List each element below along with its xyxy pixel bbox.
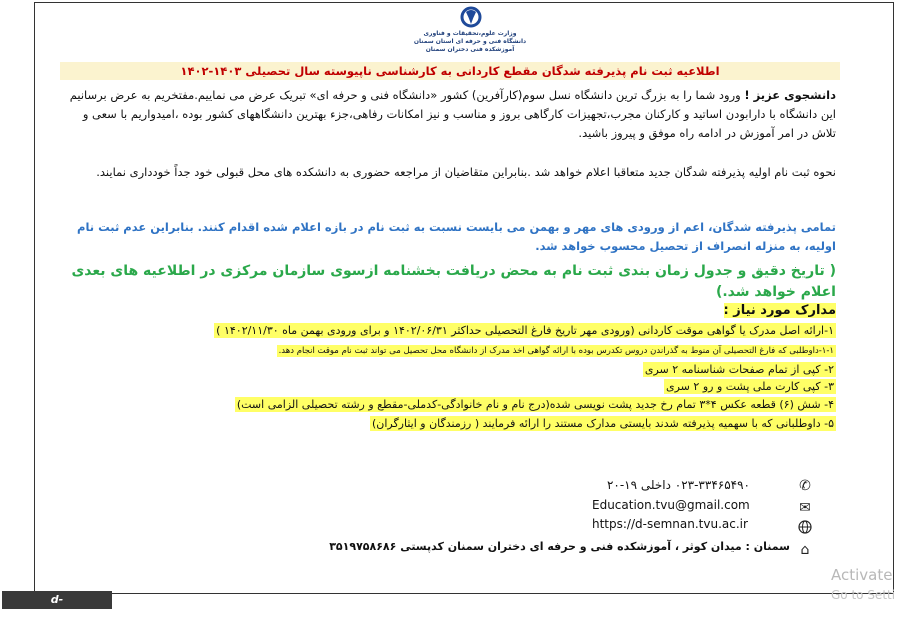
contact-website[interactable]: https://d-semnan.tvu.ac.ir <box>592 517 748 531</box>
org-line-college: آموزشکده فنی دختران سمنان <box>425 46 515 53</box>
doc-item-1: ۱-ارائه اصل مدرک یا گواهی موقت کاردانی (ورودی مهر تاریخ فارغ التحصیلی حداکثر ۱۴۰۲/۰۶/۳۱ و برای ورودی بهمن ماه ۱۴۰۲/۱۱/۳۰ ) <box>216 324 834 337</box>
welcome-paragraph <box>56 86 836 143</box>
phone-icon: ✆ <box>799 478 811 494</box>
welcome-text: ورود شما را به بزرگ ترین دانشگاه نسل سوم(کارآفرین) کشور «دانشگاه فنی و حرفه ای» تبریک عرض می نماییم.مفتخریم به عرض برسانیم این دانشگاه با دارابودن اساتید و کارکنان مجرب،تجهیزات کارگاهی بروز و مناسب و نیز امکانات رفاهی،جزء بهترین دانشگاههای کشور بوده ،امیدواریم با سعی و تلاش در امر آموزش در ادامه راه موفق و پیروز باشید. <box>69 88 836 140</box>
greeting: دانشجوی عزیز ! <box>744 88 836 102</box>
org-line-ministry: وزارت علوم،تحقیقات و فناوری <box>423 30 517 37</box>
org-line-university: دانشگاه فنی و حرفه ای استان سمنان <box>413 38 527 45</box>
contact-email[interactable]: Education.tvu@gmail.com <box>592 498 750 512</box>
required-docs-title: مدارک مورد نیاز : <box>723 303 836 318</box>
activate-watermark: Activate <box>831 566 893 584</box>
mail-icon: ✉ <box>799 500 811 516</box>
contact-phone: ۰۲۳-۳۳۴۶۵۴۹۰ داخلی ۱۹-۲۰ <box>606 478 750 492</box>
university-logo <box>454 6 488 32</box>
site-url-tag: d-semnan.tvu.ac.ir <box>2 591 112 609</box>
org-header <box>380 30 560 54</box>
doc-item-2: ۲- کپی از تمام صفحات شناسنامه ۲ سری <box>644 363 834 376</box>
notice-title: اطلاعیه ثبت نام پذیرفته شدگان مقطع کاردانی به کارشناسی ناپیوسته سال تحصیلی ۱۴۰۳-۱۴۰۲ <box>60 62 840 80</box>
globe-icon <box>797 520 813 536</box>
registration-deadline-notice: تمامی پذیرفته شدگان، اعم از ورودی های مهر و بهمن می بایست نسبت به ثبت نام در بازه اعلام شده اقدام کنند. بنابراین عدم ثبت نام اولیه، به منزله انصراف از تحصیل محسوب خواهد شد. <box>77 220 836 253</box>
activate-watermark-sub: Go to Setti <box>831 588 896 602</box>
registration-method-paragraph: نحوه ثبت نام اولیه پذیرفته شدگان جدید متعاقبا اعلام خواهد شد .بنابراین متقاضیان از مراجعه حضوری به دانشکده های محل قبولی خود جداً خودداری نمایند. <box>96 165 836 179</box>
doc-item-3: ۳- کپی کارت ملی پشت و رو ۲ سری <box>666 380 834 393</box>
schedule-notice: ( تاریخ دقیق و جدول زمان بندی ثبت نام به محض دریافت بخشنامه ازسوی سازمان مرکزی در اطلاعیه های بعدی اعلام خواهد شد.) <box>71 263 836 300</box>
doc-item-4: ۴- شش (۶) قطعه عکس ۴*۳ تمام رخ جدید پشت نویسی شده(درج نام و نام خانوادگی-کدملی-مقطع و رشته تحصیلی الزامی است) <box>236 398 834 411</box>
home-icon: ⌂ <box>800 542 810 558</box>
contact-address: سمنان : میدان کوثر ، آموزشکده فنی و حرفه ای دختران سمنان کدپستی ۳۵۱۹۷۵۸۶۸۶ <box>329 540 790 553</box>
doc-item-1-1: ۱-۱-داوطلبی که فارغ التحصیلی آن منوط به گذراندن دروس تکدرس بوده با ارائه گواهی اخذ مدرک از دانشگاه محل تحصیل می تواند ثبت نام موقت انجام دهد. <box>278 346 834 356</box>
doc-item-5: ۵- داوطلبانی که با سهمیه پذیرفته شدند بایستی مدارک مستند را ارائه فرمایند ( رزمندگان و ایثارگران) <box>371 417 834 430</box>
